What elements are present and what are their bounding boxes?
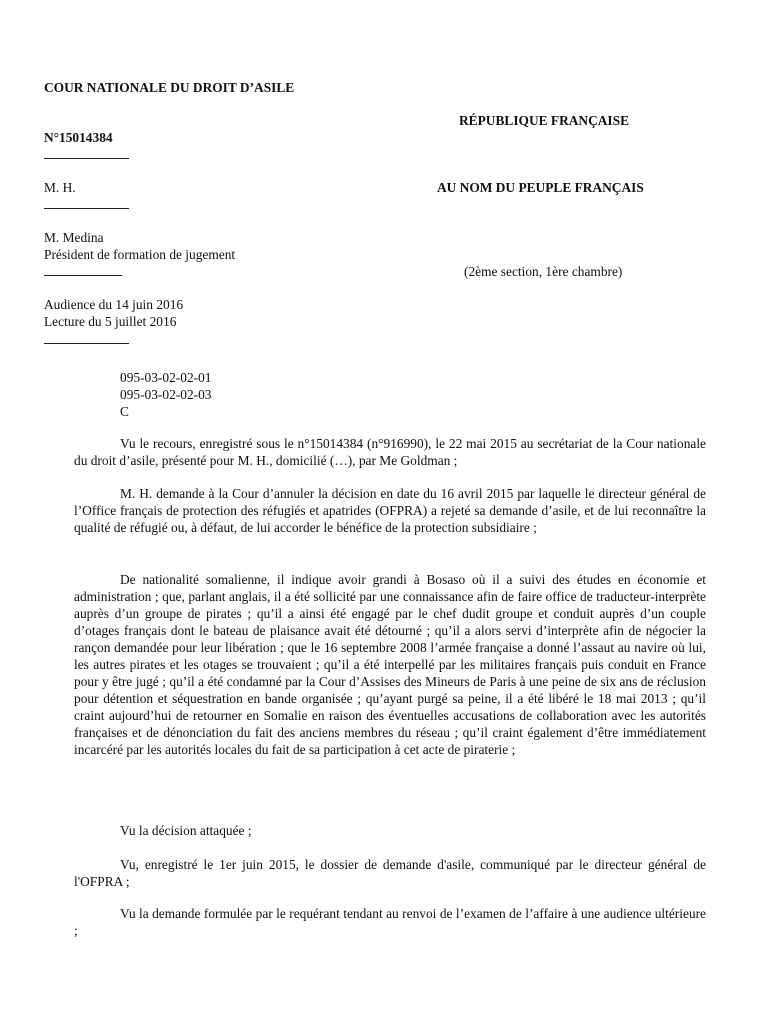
divider — [44, 343, 129, 344]
in-name-heading: AU NOM DU PEUPLE FRANÇAIS — [437, 180, 644, 195]
hearing-date: Audience du 14 juin 2016 — [44, 297, 184, 312]
paragraph-renvoi: Vu la demande formulée par le requérant tendant au renvoi de l’examen de l’affaire à une audience ultérieure ; — [74, 906, 706, 938]
code-line: C — [120, 404, 129, 419]
divider — [44, 158, 129, 159]
paragraph-dossier: Vu, enregistré le 1er juin 2015, le dossier de demande d'asile, communiqué par le directeur général de l'OFPRA ; — [74, 857, 706, 889]
judge-role: Président de formation de jugement — [44, 247, 236, 262]
code-line: 095-03-02-02-01 — [120, 370, 212, 385]
paragraph-faits: De nationalité somalienne, il indique avoir grandi à Bosaso où il a suivi des études en économie et administration ; que, parlant anglais, il a été sollicité par une connaissance afin de faire office de traducteur-interprète auprès d’un groupe de pirates ; qu’il a ainsi été engagé par le chef dudit groupe et conduit auprès d’un couple d’otages français dont le bateau de plaisance avait été détourné ; qu’il a alors servi d’interprète afin de négocier la rançon demandée pour leur libération ; que le 16 septembre 2008 l’armée française a donné l’assaut au navire où lui, les autres pirates et les otages se trouvaient ; qu’il a été interpellé par les militaires français puis conduit en France pour y être jugé ; qu’il a été condamné par la Cour d’Assises des Mineurs de Paris à une peine de six ans de réclusion pour détention et séquestration en bande organisée ; qu’ayant purgé sa peine, il a été libéré le 18 mai 2013 ; qu’il craint aujourd’hui de retourner en Somalie en raison des éventuelles accusations de collaboration avec les autorités françaises et de dénonciation du fait des anciens membres du réseau ; qu’il craint également d’être immédiatement incarcéré par les autorités locales du fait de sa participation à cet acte de piraterie ; — [74, 572, 706, 757]
judge-name: M. Medina — [44, 230, 104, 245]
paragraph-recours: Vu le recours, enregistré sous le n°15014384 (n°916990), le 22 mai 2015 au secrétariat de la Cour nationale du droit d’asile, présenté pour M. H., domicilié (…), par Me Goldman ; — [74, 436, 706, 468]
section-label: (2ème section, 1ère chambre) — [464, 264, 623, 279]
reading-date: Lecture du 5 juillet 2016 — [44, 314, 177, 329]
paragraph-decision: Vu la décision attaquée ; — [120, 823, 252, 838]
paragraph-demande: M. H. demande à la Cour d’annuler la décision en date du 16 avril 2015 par laquelle le directeur général de l’Office français de protection des réfugiés et apatrides (OFPRA) a rejeté sa demande d’asile, et de lui reconnaître la qualité de réfugié ou, à défaut, de lui accorder le bénéfice de la protection subsidiaire ; — [74, 486, 706, 535]
republic-heading: RÉPUBLIQUE FRANÇAISE — [459, 113, 630, 128]
party-name: M. H. — [44, 180, 76, 195]
court-heading: COUR NATIONALE DU DROIT D’ASILE — [44, 80, 295, 95]
divider — [44, 275, 122, 276]
code-line: 095-03-02-02-03 — [120, 387, 212, 402]
divider — [44, 208, 129, 209]
case-number: N°15014384 — [44, 130, 113, 145]
classification-codes — [120, 369, 212, 420]
